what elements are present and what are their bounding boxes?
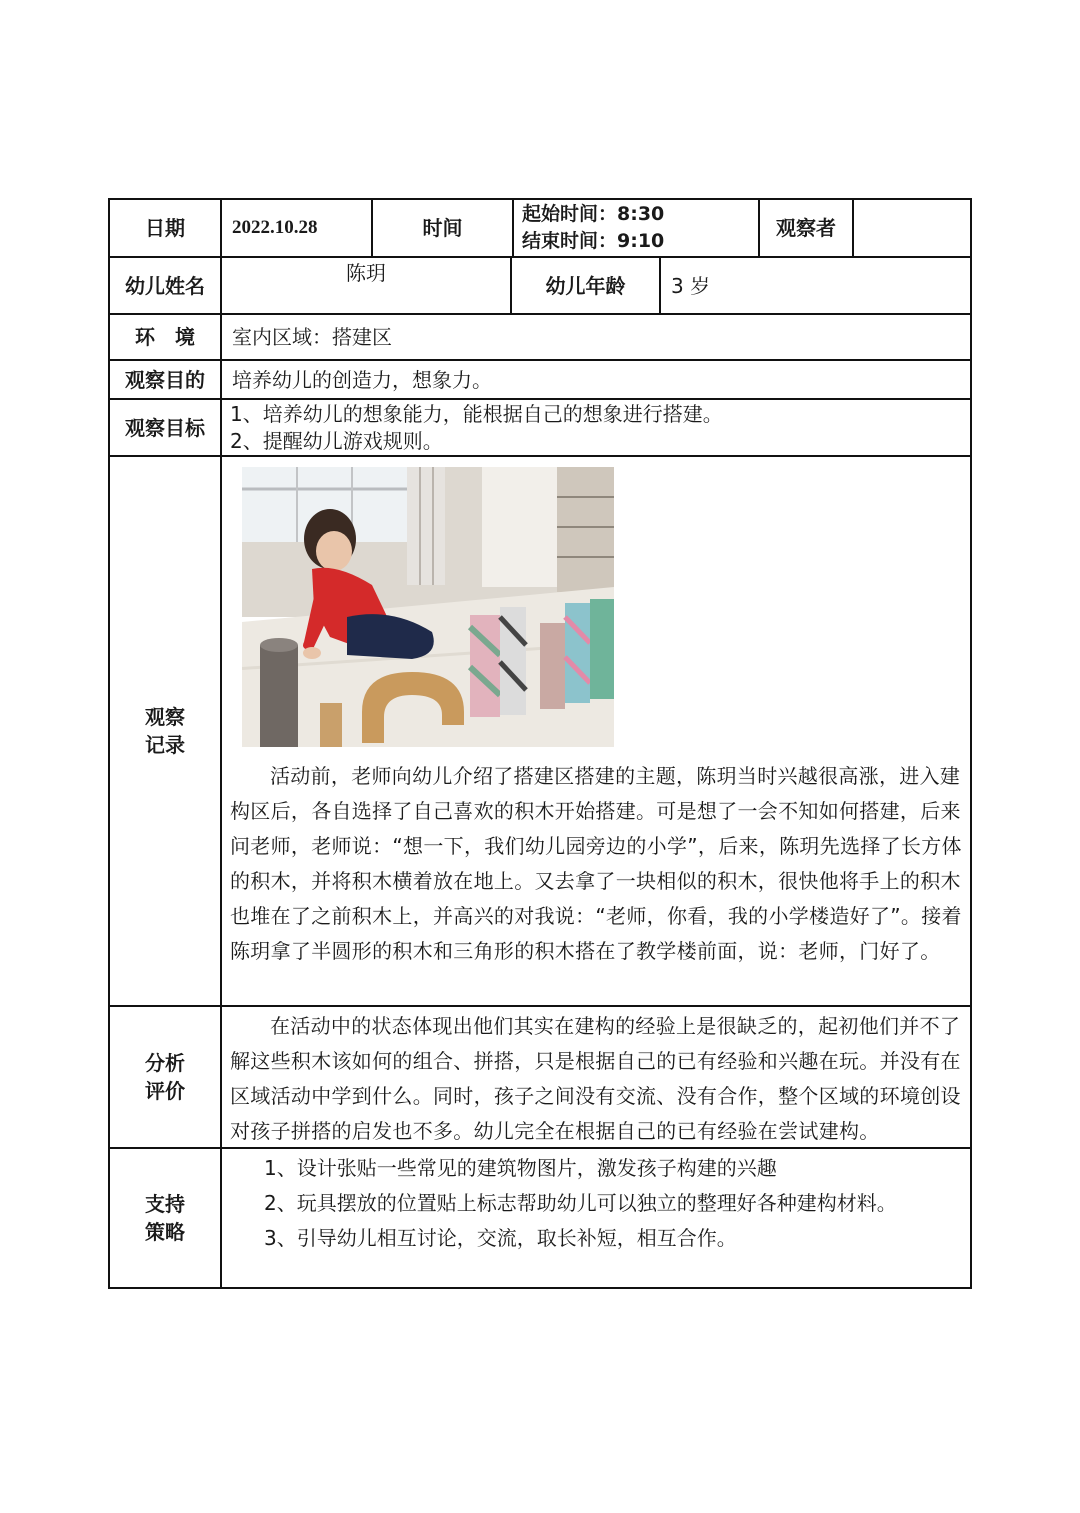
child-age-value: 3 岁 — [671, 273, 711, 298]
child-name-label: 幼儿姓名 — [125, 273, 205, 298]
date-label: 日期 — [145, 216, 185, 240]
child-age-label: 幼儿年龄 — [545, 273, 626, 298]
observer-value — [854, 200, 970, 256]
goals-list — [222, 400, 970, 455]
record-content — [222, 457, 970, 1005]
goals-label: 观察目标 — [125, 415, 205, 440]
time-label: 时间 — [422, 216, 463, 240]
environment-value: 室内区域：搭建区 — [232, 325, 392, 349]
time-range — [514, 200, 758, 256]
strategy-item: 2、玩具摆放的位置贴上标志帮助幼儿可以独立的整理好各种建构材料。 — [264, 1191, 897, 1215]
environment-label: 环 境 — [135, 325, 195, 349]
strategy-content — [222, 1149, 970, 1287]
strategy-label-line: 支持 — [145, 1192, 185, 1216]
record-label — [110, 457, 220, 1005]
child-name-value: 陈玥 — [346, 261, 386, 285]
observation-record-table — [108, 198, 972, 1289]
strategy-label — [110, 1149, 220, 1287]
classroom-photo — [242, 467, 614, 747]
strategy-label-line: 策略 — [145, 1220, 185, 1244]
record-label-line: 记录 — [145, 733, 185, 757]
goal-item: 2、提醒幼儿游戏规则。 — [230, 428, 443, 453]
strategy-item: 3、引导幼儿相互讨论，交流，取长补短，相互合作。 — [264, 1226, 737, 1250]
start-time: 起始时间：8:30 — [522, 203, 665, 225]
date-value: 2022.10.28 — [232, 217, 318, 238]
record-text: 活动前，老师向幼儿介绍了搭建区搭建的主题，陈玥当时兴越很高涨，进入建构区后，各自选择了自己喜欢的积木开始搭建。可是想了一会不知如何搭建，后来问老师，老师说：“想一下，我们幼儿园旁边的小学”，后来，陈玥先选择了长方体的积木，并将积木横着放在地上。又去拿了一块相似的积木，很快他将手上的积木也堆在了之前积木上，并高兴的对我说：“老师，你看，我的小学楼造好了”。接着陈玥拿了半圆形的积木和三角形的积木搭在了教学楼前面，说：老师，门好了。 — [230, 764, 962, 963]
observer-label: 观察者 — [776, 216, 836, 240]
analysis-text: 在活动中的状态体现出他们其实在建构的经验上是很缺乏的，起初他们并不了解这些积木该如何的组合、拼搭，只是根据自己的已有经验和兴趣在玩。并没有在区域活动中学到什么。同时，孩子之间没有交流、没有合作，整个区域的环境创设对孩子拼搭的启发也不多。幼儿完全在根据自己的已有经验在尝试建构。 — [230, 1014, 961, 1143]
analysis-label — [110, 1007, 220, 1147]
record-label-line: 观察 — [145, 705, 185, 729]
purpose-value: 培养幼儿的创造力，想象力。 — [232, 367, 492, 392]
goal-item: 1、培养幼儿的想象能力，能根据自己的想象进行搭建。 — [230, 401, 723, 426]
purpose-label: 观察目的 — [125, 367, 205, 392]
analysis-label-line: 评价 — [145, 1079, 185, 1103]
strategy-item: 1、设计张贴一些常见的建筑物图片，激发孩子构建的兴趣 — [264, 1156, 777, 1180]
analysis-content — [222, 1007, 970, 1147]
end-time: 结束时间：9:10 — [522, 230, 665, 252]
analysis-label-line: 分析 — [145, 1051, 185, 1075]
